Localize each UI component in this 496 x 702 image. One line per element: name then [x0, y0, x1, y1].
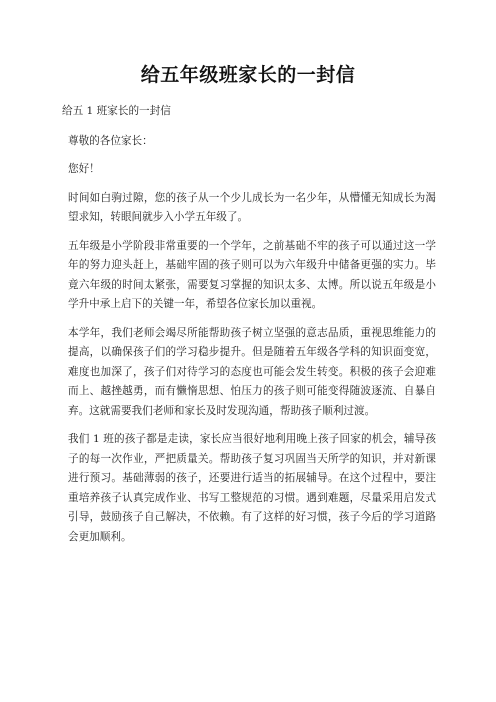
paragraph-teacher-role: 本学年，我们老师会竭尽所能帮助孩子树立坚强的意志品质，重视思维能力的提高，以确保孩子们的学习稳步提升。但是随着五年级各学科的知识面变宽，难度也加深了，孩子们对待学习的态度也可能会发生转变。积极的孩子会迎难而上、越挫越勇，而有懒惰思想、怕压力的孩子则可能变得随波逐流、自暴自弃。这就需要我们老师和家长及时发现沟通，帮助孩子顺利过渡。 [68, 326, 436, 417]
paragraph-parent-role: 我们 1 班的孩子都是走读，家长应当很好地利用晚上孩子回家的机会，辅导孩子的每一次作业，严把质量关。帮助孩子复习巩固当天所学的知识，并对新课进行预习。基础薄弱的孩子，还要进行适当的拓展辅导。在这个过程中，要注重培养孩子认真完成作业、书写工整规范的习惯。遇到难题，尽量采用启发式引导，鼓励孩子自己解决，不依赖。有了这样的好习惯，孩子今后的学习道路会更加顺利。 [68, 433, 436, 543]
document-title: 给五年级班家长的一封信 [140, 64, 356, 86]
letter-heading: 给五 1 班家长的一封信 [62, 105, 171, 117]
paragraph-intro: 时间如白驹过隙，您的孩子从一个少儿成长为一名少年，从懵懂无知成长为渴望求知，转眼间就步入小学五年级了。 [68, 191, 436, 223]
paragraph-grade-importance: 五年级是小学阶段非常重要的一个学年，之前基础不牢的孩子可以通过这一学年的努力迎头赶上，基础牢固的孩子则可以为六年级升中储备更强的实力。毕竟六年级的时间太紧张，需要复习掌握的知识太多、太博。所以说五年级是小学升中承上启下的关键一年，希望各位家长加以重视。 [68, 239, 436, 310]
greeting: 您好！ [68, 163, 100, 175]
salutation: 尊敬的各位家长： [68, 134, 153, 147]
document-body [62, 102, 436, 556]
